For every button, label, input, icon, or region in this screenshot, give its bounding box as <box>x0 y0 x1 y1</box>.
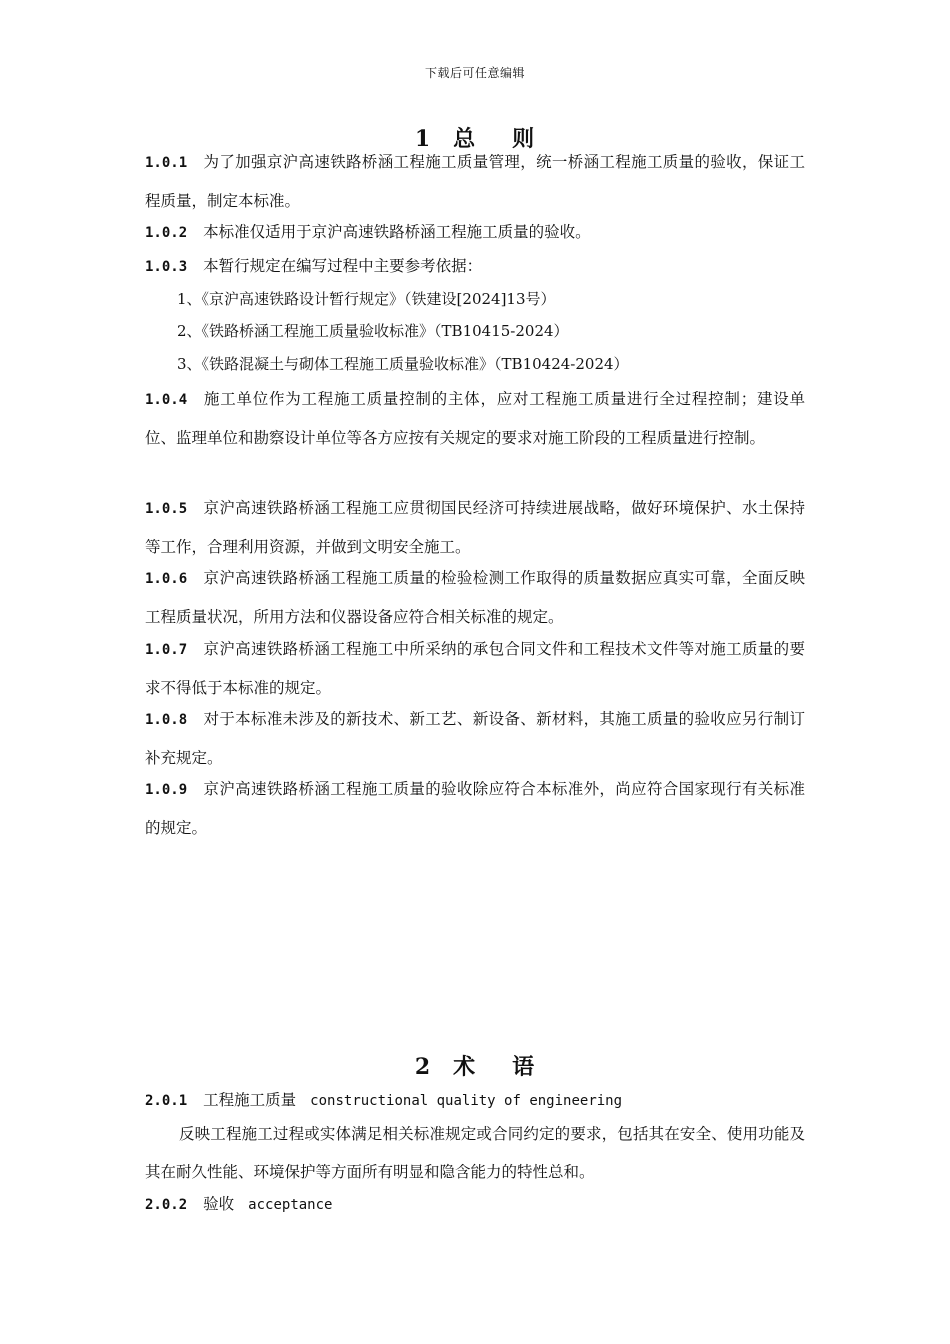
clause-1-0-9 <box>145 770 805 847</box>
term-english: constructional quality of engineering <box>310 1093 623 1109</box>
clause-text: 本标准仅适用于京沪高速铁路桥涵工程施工质量的验收。 <box>203 223 591 241</box>
clause-1-0-7 <box>145 630 805 707</box>
header-note: 下载后可任意编辑 <box>424 66 525 80</box>
clause-number: 1.0.3 <box>145 259 188 275</box>
reference-item: 1、《京沪高速铁路设计暂行规定》（铁建设[2024]13号） <box>177 290 556 308</box>
clause-text: 京沪高速铁路桥涵工程施工应贯彻国民经济可持续进展战略，做好环境保护、水土保持等工作，合理利用资源，并做到文明安全施工。 <box>145 499 805 556</box>
clause-number: 1.0.6 <box>145 571 188 587</box>
clause-text: 本暂行规定在编写过程中主要参考依据： <box>203 257 483 275</box>
clause-number: 1.0.1 <box>145 155 188 171</box>
clause-number: 2.0.1 <box>145 1093 188 1109</box>
clause-1-0-5 <box>145 489 805 566</box>
section-2-title-char-2: 语 <box>512 1054 536 1080</box>
clause-number: 1.0.5 <box>145 501 188 517</box>
clause-number: 1.0.2 <box>145 225 188 241</box>
clause-number: 1.0.7 <box>145 642 188 658</box>
clause-1-0-8 <box>145 700 805 777</box>
clause-text: 京沪高速铁路桥涵工程施工中所采纳的承包合同文件和工程技术文件等对施工质量的要求不得低于本标准的规定。 <box>145 640 805 697</box>
reference-item: 3、《铁路混凝土与砌体工程施工质量验收标准》（TB10424-2024） <box>177 355 629 373</box>
clause-1-0-4 <box>145 380 805 457</box>
clause-number: 1.0.4 <box>145 392 188 408</box>
clause-text: 京沪高速铁路桥涵工程施工质量的检验检测工作取得的质量数据应真实可靠，全面反映工程质量状况，所用方法和仪器设备应符合相关标准的规定。 <box>145 569 805 626</box>
clause-1-0-3 <box>145 247 805 286</box>
clause-text: 施工单位作为工程施工质量控制的主体，应对工程施工质量进行全过程控制；建设单位、监理单位和勘察设计单位等各方应按有关规定的要求对施工阶段的工程质量进行控制。 <box>145 390 805 447</box>
clause-1-0-6 <box>145 559 805 636</box>
clause-number: 1.0.8 <box>145 712 188 728</box>
section-1-title-char-1: 总 <box>453 126 477 152</box>
clause-text: 对于本标准未涉及的新技术、新工艺、新设备、新材料，其施工质量的验收应另行制订补充规定。 <box>145 710 805 767</box>
section-2-title-char-1: 术 <box>453 1054 477 1080</box>
term-english: acceptance <box>248 1197 333 1213</box>
section-1-number: 1 <box>414 126 432 152</box>
clause-number: 2.0.2 <box>145 1197 188 1213</box>
section-2-title <box>0 1050 950 1081</box>
term-name: 工程施工质量 <box>203 1091 297 1109</box>
clause-text: 京沪高速铁路桥涵工程施工质量的验收除应符合本标准外，尚应符合国家现行有关标准的规定。 <box>145 780 805 837</box>
section-1-title-char-2: 则 <box>512 126 536 152</box>
term-2-0-1-description: 反映工程施工过程或实体满足相关标准规定或合同约定的要求，包括其在安全、使用功能及其在耐久性能、环境保护等方面所有明显和隐含能力的特性总和。 <box>145 1125 805 1181</box>
section-2-number: 2 <box>414 1054 432 1080</box>
clause-text: 为了加强京沪高速铁路桥涵工程施工质量管理，统一桥涵工程施工质量的验收，保证工程质量，制定本标准。 <box>145 153 805 210</box>
term-name: 验收 <box>203 1195 235 1213</box>
reference-item: 2、《铁路桥涵工程施工质量验收标准》（TB10415-2024） <box>177 322 569 340</box>
term-2-0-2 <box>145 1185 805 1224</box>
clause-1-0-1 <box>145 143 805 220</box>
clause-number: 1.0.9 <box>145 782 188 798</box>
